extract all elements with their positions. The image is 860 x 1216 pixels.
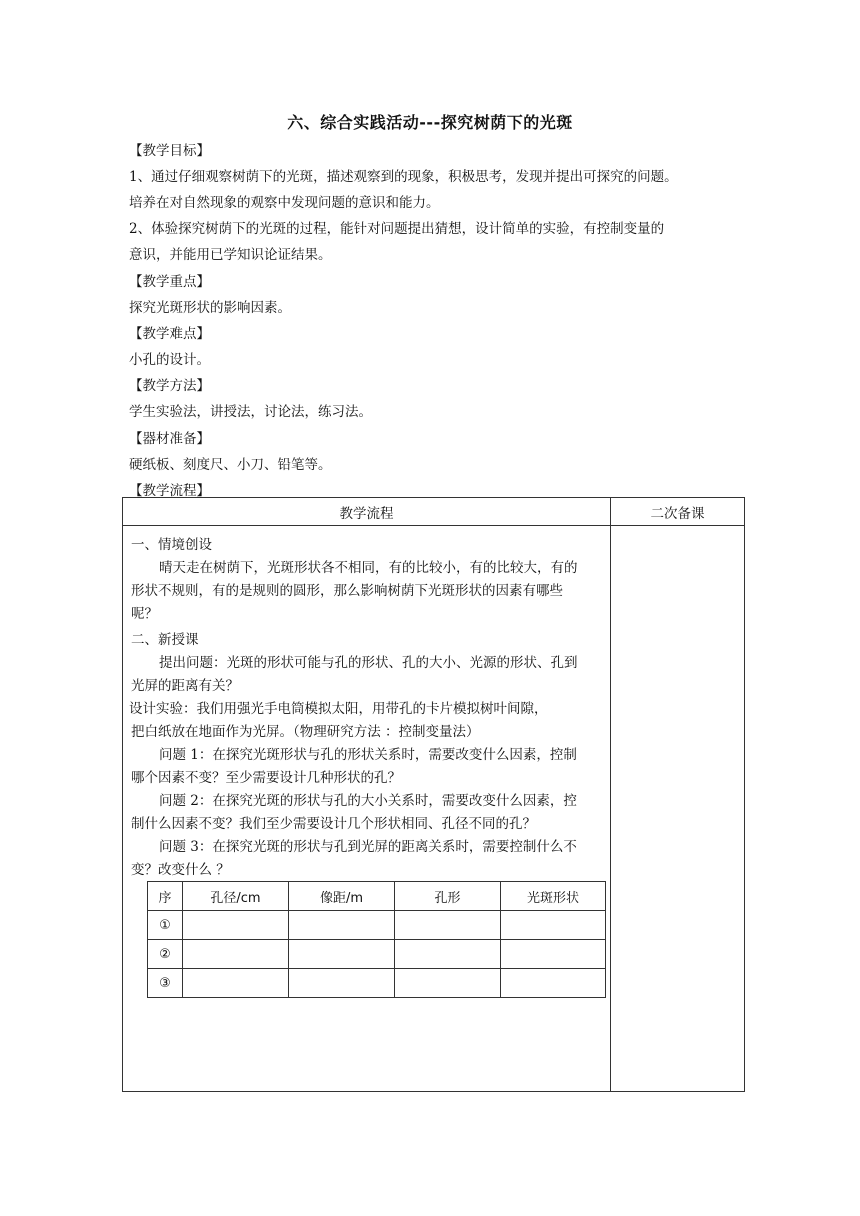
flow-text-line: 提出问题：光斑的形状可能与孔的形状、孔的大小、光源的形状、孔到	[159, 655, 578, 671]
empty-cell	[289, 969, 395, 998]
header-index: 序	[148, 882, 183, 911]
empty-cell	[501, 940, 606, 969]
empty-cell	[395, 969, 501, 998]
header-spot-shape: 光斑形状	[501, 882, 606, 911]
goal-heading: 【教学目标】	[129, 143, 210, 159]
goal-1-line-2: 培养在对自然现象的观察中发现问题的意识和能力。	[129, 195, 440, 211]
empty-cell	[183, 911, 289, 940]
key-text: 探究光斑形状的影响因素。	[129, 300, 291, 316]
question-1-line-1: 问题 1：在探究光斑形状与孔的形状关系时，需要改变什么因素，控制	[159, 747, 577, 763]
row-index: ③	[148, 969, 183, 998]
goal-1-line-1: 1、通过仔细观察树荫下的光斑，描述观察到的现象，积极思考，发现并提出可探究的问题。	[129, 169, 678, 185]
flow-heading: 【教学流程】	[129, 483, 210, 499]
table-row	[148, 940, 606, 969]
experiment-data-table	[147, 881, 606, 998]
teaching-flow-table	[122, 497, 745, 1092]
question-3-line-2: 变？改变什么 ？	[131, 862, 230, 878]
header-hole-shape: 孔形	[395, 882, 501, 911]
page-title: 六、综合实践活动---探究树荫下的光斑	[287, 113, 573, 132]
flow-content-cell	[123, 526, 611, 1092]
question-3-line-1: 问题 3：在探究光斑的形状与孔到光屏的距离关系时，需要控制什么不	[159, 839, 577, 855]
empty-cell	[289, 911, 395, 940]
difficulty-heading: 【教学难点】	[129, 326, 210, 342]
header-image-distance: 像距/m	[289, 882, 395, 911]
section-heading-scenario: 一、情境创设	[131, 537, 212, 553]
empty-cell	[183, 940, 289, 969]
equipment-text: 硬纸板、刻度尺、小刀、铅笔等。	[129, 457, 332, 473]
empty-cell	[289, 940, 395, 969]
goal-2-line-2: 意识，并能用已学知识论证结果。	[129, 247, 332, 263]
question-2-line-2: 制什么因素不变？我们至少需要设计几个形状相同、孔径不同的孔？	[131, 816, 536, 832]
method-text: 学生实验法，讲授法，讨论法，练习法。	[129, 404, 372, 420]
empty-cell	[501, 911, 606, 940]
goal-2-line-1: 2、体验探究树荫下的光斑的过程，能针对问题提出猜想，设计简单的实验，有控制变量的	[129, 221, 665, 237]
prep-column-header: 二次备课	[611, 498, 745, 526]
key-heading: 【教学重点】	[129, 274, 210, 290]
flow-text-line: 形状不规则，有的是规则的圆形，那么影响树荫下光斑形状的因素有哪些	[131, 583, 563, 599]
row-index: ①	[148, 911, 183, 940]
flow-text-line: 呢？	[131, 606, 158, 622]
flow-column-header: 教学流程	[123, 498, 611, 526]
row-index: ②	[148, 940, 183, 969]
flow-text-line: 把白纸放在地面作为光屏。（物理研究方法 ：控制变量法）	[131, 724, 480, 740]
difficulty-text: 小孔的设计。	[129, 352, 210, 368]
flow-text-line: 设计实验：我们用强光手电筒模拟太阳，用带孔的卡片模拟树叶间隙，	[129, 701, 548, 717]
table-row	[148, 911, 606, 940]
empty-cell	[395, 940, 501, 969]
header-aperture: 孔径/cm	[183, 882, 289, 911]
method-heading: 【教学方法】	[129, 378, 210, 394]
table-row	[148, 969, 606, 998]
flow-text-line: 晴天走在树荫下，光斑形状各不相同，有的比较小，有的比较大，有的	[159, 560, 578, 576]
question-1-line-2: 哪个因素不变？至少需要设计几种形状的孔？	[131, 770, 401, 786]
empty-cell	[183, 969, 289, 998]
empty-cell	[501, 969, 606, 998]
empty-cell	[395, 911, 501, 940]
equipment-heading: 【器材准备】	[129, 431, 210, 447]
section-heading-new-lesson: 二、新授课	[131, 632, 199, 648]
flow-text-line: 光屏的距离有关？	[131, 678, 239, 694]
question-2-line-1: 问题 2：在探究光斑的形状与孔的大小关系时，需要改变什么因素，控	[159, 793, 577, 809]
second-prep-cell	[611, 526, 745, 1092]
data-table-header-row	[148, 882, 606, 911]
